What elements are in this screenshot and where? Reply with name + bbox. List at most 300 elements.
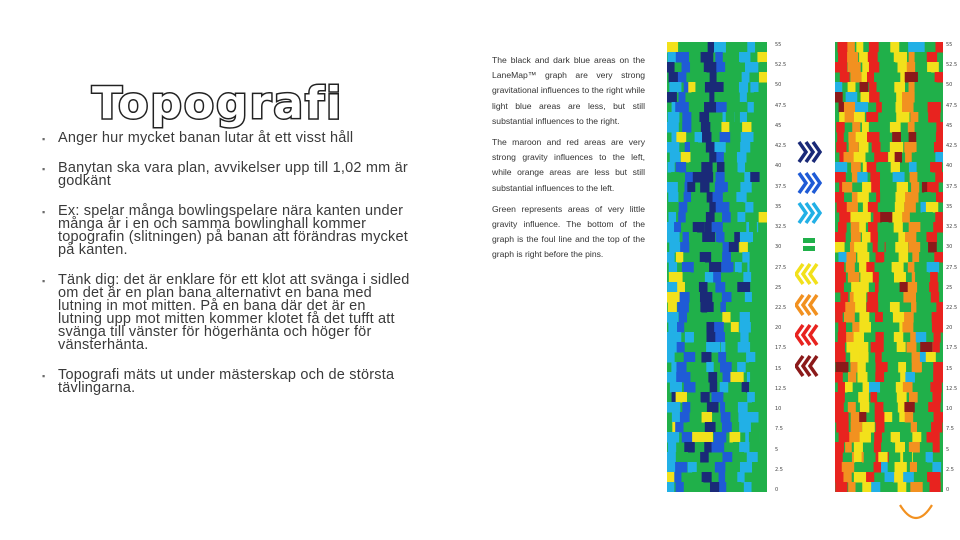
- heatmap-cell: [750, 282, 761, 293]
- heatmap-cell: [835, 412, 849, 423]
- heatmap-cell: [926, 232, 937, 243]
- axis-tick-label: 0: [946, 487, 950, 493]
- heatmap-cell: [729, 122, 738, 133]
- axis-tick-label: 15: [775, 365, 782, 372]
- heatmap-cell: [835, 352, 846, 363]
- heatmap-cell: [742, 72, 750, 83]
- heatmap-cell: [731, 322, 739, 333]
- heatmap-cell: [730, 382, 741, 393]
- heatmap-cell: [895, 462, 907, 473]
- heatmap-cell: [760, 422, 767, 433]
- heatmap-cell: [928, 82, 937, 93]
- heatmap-cell: [843, 472, 851, 483]
- heatmap-cell: [676, 372, 690, 383]
- heatmap-cell: [729, 72, 742, 83]
- heatmap-cell: [909, 222, 921, 233]
- heatmap-cell: [878, 122, 890, 133]
- heatmap-cell: [676, 392, 687, 403]
- bullet-text: Ex: spelar många bowlingspelare nära kanten under många år i en och samma bowlinghall kommer topografin (slitningen) på banan att förändras mycket på kanten.: [58, 203, 408, 258]
- heatmap-cell: [920, 442, 927, 453]
- heatmap-cell: [918, 112, 927, 123]
- heatmap-cell: [890, 42, 899, 53]
- heatmap-cell: [917, 282, 929, 293]
- heatmap-cell: [836, 142, 846, 153]
- heatmap-cell: [837, 132, 844, 143]
- heatmap-cell: [740, 182, 752, 193]
- heatmap-cell: [835, 342, 845, 353]
- bullet-list: [40, 132, 412, 412]
- heatmap-cell: [904, 402, 914, 413]
- heatmap-cell: [867, 162, 877, 173]
- heatmap-cell: [850, 212, 863, 223]
- heatmap-cell: [702, 132, 711, 143]
- heatmap-cell: [936, 132, 943, 143]
- heatmap-cell: [846, 252, 856, 263]
- heatmap-cell: [869, 62, 879, 73]
- heatmap-cell: [910, 462, 917, 473]
- axis-tick-label: 47.5: [775, 102, 787, 109]
- heatmap-cell: [857, 172, 867, 183]
- heatmap-cell: [740, 92, 747, 103]
- heatmap-cell: [729, 162, 736, 173]
- heatmap-cell: [749, 412, 758, 423]
- heatmap-cell: [760, 472, 767, 483]
- heatmap-cell: [871, 182, 880, 193]
- heatmap-cell: [747, 392, 755, 403]
- heatmap-cell: [845, 382, 853, 393]
- heatmap-cell: [893, 422, 904, 433]
- axis-tick-label: 2.5: [775, 466, 783, 473]
- heatmap-cell: [935, 212, 943, 223]
- axis-tick-label: 17.5: [775, 345, 787, 352]
- lanemap-heatmap-right: [835, 42, 943, 492]
- heatmap-cell: [918, 102, 928, 113]
- heatmap-cell: [927, 52, 937, 63]
- heatmap-cell: [911, 182, 919, 193]
- heatmap-cell: [750, 82, 758, 93]
- heatmap-cell: [936, 122, 943, 133]
- heatmap-cell: [851, 162, 861, 173]
- heatmap-cell: [854, 292, 867, 303]
- heatmap-cell: [923, 92, 932, 103]
- axis-tick-label: 5: [946, 446, 950, 453]
- heatmap-cell: [896, 382, 904, 393]
- heatmap-cell: [668, 212, 676, 223]
- heatmap-cell: [915, 272, 928, 283]
- heatmap-cell: [890, 142, 903, 153]
- heatmap-cell: [905, 72, 918, 83]
- heatmap-cell: [757, 52, 767, 63]
- heatmap-cell: [690, 142, 698, 153]
- heatmap-cell: [755, 112, 762, 123]
- heatmap-cell: [896, 112, 909, 123]
- heatmap-cell: [875, 372, 884, 383]
- heatmap-cell: [835, 232, 846, 243]
- axis-tick-label: 12.5: [775, 385, 787, 392]
- heatmap-cell: [858, 392, 869, 403]
- legend-paragraph: The black and dark blue areas on the LaneMap™ graph are very strong gravitational influences to the right while light blue areas are less, but still substantial influences to the right.: [492, 55, 645, 126]
- heatmap-cell: [892, 212, 902, 223]
- heatmap-cell: [722, 252, 732, 263]
- heatmap-cell: [750, 142, 760, 153]
- heatmap-cell: [844, 102, 856, 113]
- heatmap-cell: [905, 232, 916, 243]
- heatmap-cell: [737, 472, 744, 483]
- heatmap-cell: [678, 212, 686, 223]
- heatmap-cell: [674, 222, 681, 233]
- heatmap-cell: [899, 252, 909, 263]
- heatmap-cell: [879, 42, 891, 53]
- heatmap-cell: [839, 432, 852, 443]
- heatmap-cell: [835, 482, 847, 492]
- axis-tick-label: 35: [946, 203, 953, 210]
- axis-tick-label: 7.5: [775, 426, 783, 433]
- heatmap-cell: [702, 232, 715, 243]
- heatmap-cell: [905, 152, 912, 163]
- heatmap-cell: [847, 202, 858, 213]
- heatmap-cell: [846, 262, 855, 273]
- heatmap-cell: [921, 372, 933, 383]
- heatmap-cell: [747, 452, 758, 463]
- axis-tick-label: 0: [775, 487, 779, 493]
- heatmap-cell: [894, 352, 906, 363]
- chevron-left-icon: [795, 322, 825, 348]
- heatmap-cell: [667, 92, 677, 103]
- axis-tick-label: 50: [775, 82, 782, 89]
- heatmap-cell: [677, 302, 689, 313]
- heatmap-cell: [857, 372, 867, 383]
- bullet-marker: ▪: [42, 134, 46, 144]
- heatmap-cell: [737, 152, 747, 163]
- heatmap-cell: [752, 192, 759, 203]
- heatmap-cell: [860, 272, 873, 283]
- heatmap-cell: [752, 182, 765, 193]
- heatmap-cell: [847, 52, 858, 63]
- heatmap-cell: [701, 392, 710, 403]
- heatmap-cell: [667, 142, 679, 153]
- heatmap-cell: [921, 172, 932, 183]
- bullet-item: [40, 162, 412, 188]
- heatmap-cell: [875, 402, 884, 413]
- heatmap-cell: [737, 362, 746, 373]
- heatmap-cell: [714, 432, 727, 443]
- heatmap-cell: [747, 42, 755, 53]
- heatmap-cell: [898, 362, 906, 373]
- heatmap-cell: [867, 292, 878, 303]
- heatmap-cell: [676, 252, 683, 263]
- heatmap-cell: [718, 352, 726, 363]
- heatmap-cell: [684, 352, 697, 363]
- heatmap-cell: [731, 172, 739, 183]
- heatmap-cell: [732, 62, 740, 73]
- heatmap-cell: [927, 472, 940, 483]
- heatmap-cell: [854, 112, 865, 123]
- heatmap-cell: [700, 292, 712, 303]
- heatmap-cell: [915, 152, 928, 163]
- heatmap-cell: [715, 52, 722, 63]
- heatmap-cell: [882, 72, 889, 83]
- heatmap-cell: [730, 412, 737, 423]
- heatmap-cell: [851, 222, 861, 233]
- heatmap-cell: [914, 262, 923, 273]
- heatmap-cell: [716, 232, 725, 243]
- heatmap-cell: [687, 202, 701, 213]
- heatmap-cell: [759, 302, 767, 313]
- heatmap-cell: [897, 182, 908, 193]
- heatmap-cell: [760, 342, 767, 353]
- heatmap-cell: [932, 322, 943, 333]
- heatmap-cell: [926, 452, 933, 463]
- heatmap-cell: [880, 192, 890, 203]
- heatmap-cell: [731, 252, 739, 263]
- heatmap-cell: [894, 222, 903, 233]
- heatmap-cell: [874, 152, 888, 163]
- heatmap-cell: [870, 122, 878, 133]
- heatmap-cell: [694, 72, 706, 83]
- heatmap-cell: [935, 42, 943, 53]
- heatmap-cell: [922, 212, 933, 223]
- heatmap-cell: [739, 52, 750, 63]
- heatmap-cell: [704, 222, 712, 233]
- heatmap-cell: [871, 342, 884, 353]
- bullet-item: [40, 132, 412, 145]
- heatmap-cell: [931, 422, 942, 433]
- heatmap-cell: [845, 442, 852, 453]
- heatmap-cell: [669, 242, 680, 253]
- heatmap-cell: [909, 52, 916, 63]
- heatmap-cell: [860, 82, 869, 93]
- heatmap-cell: [740, 142, 751, 153]
- heatmap-cell: [704, 102, 718, 113]
- bullet-marker: ▪: [42, 371, 46, 381]
- heatmap-cell: [916, 382, 924, 393]
- heatmap-cell: [749, 432, 759, 443]
- heatmap-cell: [692, 402, 701, 413]
- heatmap-cell: [854, 442, 863, 453]
- axis-tick-label: 30: [775, 244, 782, 251]
- heatmap-cell: [693, 172, 707, 183]
- heatmap-cell: [758, 482, 765, 492]
- heatmap-cell: [700, 182, 709, 193]
- heatmap-cell: [727, 52, 741, 63]
- heatmap-cell: [667, 432, 679, 443]
- heatmap-cell: [676, 452, 688, 463]
- axis-tick-label: 52.5: [775, 62, 787, 69]
- heatmap-cell: [848, 272, 860, 283]
- heatmap-cell: [755, 202, 766, 213]
- heatmap-cell: [930, 162, 942, 173]
- heatmap-cell: [709, 262, 721, 273]
- heatmap-cell: [740, 462, 754, 473]
- heatmap-cell: [759, 62, 767, 73]
- heatmap-cell: [935, 72, 943, 83]
- heatmap-cell: [737, 282, 750, 293]
- heatmap-cell: [838, 322, 846, 333]
- heatmap-cell: [670, 382, 682, 393]
- heatmap-cell: [731, 272, 738, 283]
- heatmap-cell: [681, 152, 691, 163]
- heatmap-cell: [695, 242, 708, 253]
- heatmap-cell: [720, 132, 731, 143]
- heatmap-cell: [733, 102, 747, 113]
- axis-tick-label: 27.5: [946, 264, 958, 271]
- heatmap-cell: [880, 482, 893, 492]
- heatmap-cell: [882, 352, 894, 363]
- heatmap-cell: [754, 102, 761, 113]
- heatmap-cell: [852, 122, 860, 133]
- heatmap-cell: [860, 432, 871, 443]
- heatmap-cell: [714, 42, 726, 53]
- heatmap-cell: [897, 342, 906, 353]
- heatmap-cell: [755, 292, 764, 303]
- heatmap-cell: [749, 382, 760, 393]
- heatmap-cell: [712, 442, 725, 453]
- bullet-item: [40, 369, 412, 395]
- chevron-left-icon: [795, 261, 825, 287]
- heatmap-cell: [732, 222, 746, 233]
- heatmap-cell: [667, 162, 674, 173]
- heatmap-cell: [848, 372, 856, 383]
- heatmap-cell: [934, 332, 941, 343]
- heatmap-cell: [688, 462, 697, 473]
- heatmap-cell: [716, 62, 725, 73]
- heatmap-cell: [866, 302, 878, 313]
- heatmap-cell: [711, 392, 723, 403]
- heatmap-cell: [902, 322, 913, 333]
- heatmap-cell: [916, 302, 928, 313]
- heatmap-cell: [908, 122, 915, 133]
- heatmap-cell: [857, 362, 865, 373]
- heatmap-cell: [730, 372, 743, 383]
- heatmap-cell: [675, 462, 687, 473]
- heatmap-cell: [905, 372, 915, 383]
- heatmap-cell: [738, 342, 750, 353]
- heatmap-cell: [842, 462, 854, 473]
- heatmap-cell: [739, 242, 748, 253]
- heatmap-cell: [713, 82, 724, 93]
- heatmap-cell: [879, 132, 887, 143]
- heatmap-cell: [706, 342, 720, 353]
- heatmap-cell: [692, 472, 702, 483]
- heatmap-cell: [869, 382, 880, 393]
- heatmap-cell: [835, 392, 845, 403]
- heatmap-cell: [936, 302, 943, 313]
- heatmap-cell: [740, 112, 747, 123]
- bullet-marker: ▪: [42, 276, 46, 286]
- heatmap-cell: [874, 432, 882, 443]
- heatmap-cell: [835, 162, 847, 173]
- heatmap-cell: [842, 182, 852, 193]
- heatmap-cell: [679, 42, 690, 53]
- heatmap-cell: [862, 122, 869, 133]
- heatmap-cell: [725, 192, 735, 203]
- heatmap-cell: [885, 182, 898, 193]
- heatmap-cell: [750, 312, 759, 323]
- heatmap-cell: [917, 132, 929, 143]
- heatmap-cell: [857, 282, 869, 293]
- heatmap-cell: [716, 102, 727, 113]
- heatmap-cell: [876, 362, 889, 373]
- heatmap-cell: [882, 392, 895, 403]
- heatmap-cell: [886, 402, 895, 413]
- bullet-text: Banytan ska vara plan, avvikelser upp till 1,02 mm är godkänt: [58, 160, 408, 189]
- heatmap-cell: [931, 292, 939, 303]
- heatmap-cell: [720, 362, 732, 373]
- heatmap-cell: [706, 212, 715, 223]
- heatmap-cell: [835, 402, 844, 413]
- heatmap-cell: [682, 402, 690, 413]
- heatmap-cell: [755, 332, 767, 343]
- heatmap-cell: [733, 392, 746, 403]
- heatmap-cell: [835, 242, 845, 253]
- heatmap-cell: [710, 72, 717, 83]
- heatmap-cell: [706, 362, 713, 373]
- heatmap-cell: [669, 262, 677, 273]
- heatmap-cell: [701, 122, 710, 133]
- axis-tick-label: 52.5: [946, 62, 958, 69]
- heatmap-cell: [905, 412, 913, 423]
- heatmap-cell: [929, 282, 938, 293]
- heatmap-cell: [920, 222, 931, 233]
- heatmap-cell: [898, 482, 907, 492]
- heatmap-cell: [740, 332, 748, 343]
- heatmap-cell: [933, 372, 943, 383]
- heatmap-cell: [893, 312, 905, 323]
- heatmap-cell: [669, 272, 683, 283]
- heatmap-cell: [915, 42, 925, 53]
- heatmap-cell: [677, 282, 685, 293]
- heatmap-cell: [859, 352, 868, 363]
- heatmap-cell: [892, 132, 901, 143]
- heatmap-cell: [736, 192, 746, 203]
- heatmap-cell: [668, 442, 676, 453]
- heatmap-cell: [847, 62, 860, 73]
- heatmap-cell: [744, 302, 755, 313]
- heatmap-cell: [916, 332, 926, 343]
- axis-tick-label: 40: [775, 163, 782, 170]
- heatmap-cell: [754, 162, 766, 173]
- heatmap-cell: [704, 62, 717, 73]
- heatmap-cell: [902, 92, 915, 103]
- bullet-text: Tänk dig: det är enklare för ett klot att svänga i sidled om det är en plan bana alternativt en bana med lutning in mot mitten. På en bana där det är en lutning upp mot mitten kommer klotet få det tufft att svänga till vänster för högerhänta och höger för vänsterhänta.: [58, 272, 410, 353]
- heatmap-cell: [933, 222, 943, 233]
- heatmap-cell: [880, 92, 894, 103]
- heatmap-cell: [677, 342, 685, 353]
- heatmap-cell: [878, 52, 891, 63]
- axis-tick-label: 5: [775, 446, 779, 453]
- heatmap-cell: [922, 362, 935, 373]
- heatmap-cell: [892, 262, 904, 273]
- chevron-left-icon: [795, 292, 825, 318]
- heatmap-cell: [879, 282, 892, 293]
- heatmap-cell: [884, 372, 891, 383]
- heatmap-cell: [867, 132, 881, 143]
- heatmap-cell: [689, 52, 700, 63]
- heatmap-cell: [835, 82, 842, 93]
- heatmap-cell: [875, 312, 883, 323]
- heatmap-cell: [932, 392, 941, 403]
- heatmap-cell: [862, 422, 875, 433]
- heatmap-cell: [691, 92, 703, 103]
- heatmap-cell: [760, 42, 767, 53]
- heatmap-cell: [891, 162, 900, 173]
- heatmap-cell: [859, 412, 866, 423]
- legend-paragraph: The maroon and red areas are very strong gravity influences to the left, while orange areas are less but still substantial influences to the left.: [492, 137, 645, 193]
- heatmap-cell: [671, 172, 679, 183]
- heatmap-cell: [861, 92, 870, 103]
- axis-tick-label: 42.5: [946, 143, 958, 150]
- heatmap-cell: [835, 442, 844, 453]
